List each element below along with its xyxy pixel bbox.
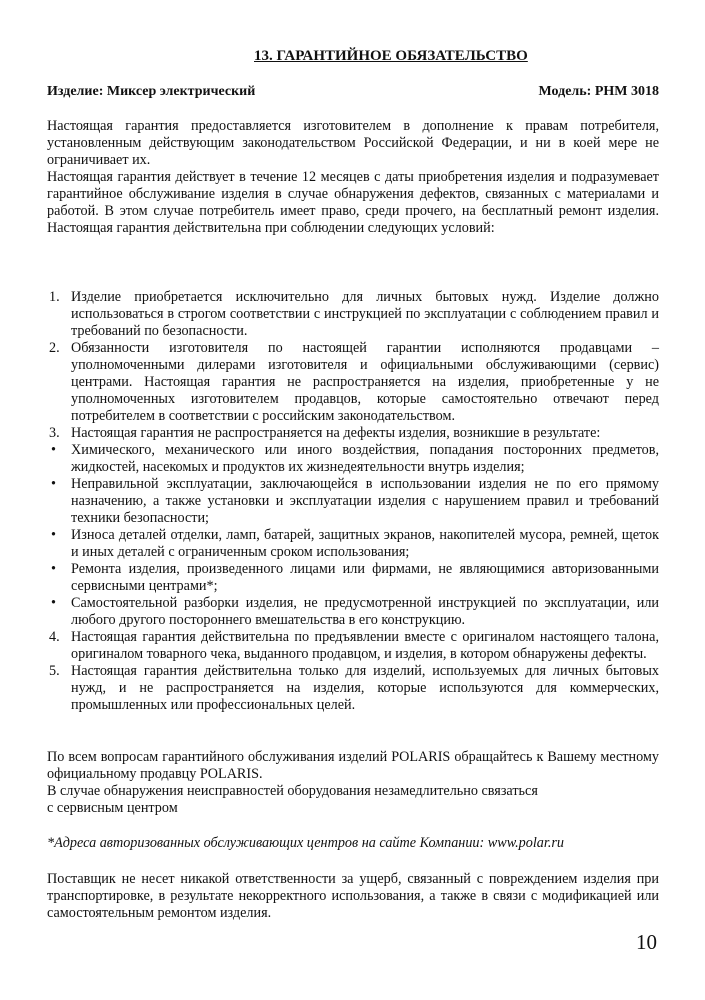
list-item: • Ремонта изделия, произведенного лицами или фирмами, не являющимися авторизованными сервисными центрами*;: [51, 561, 659, 594]
list-item: 1. Изделие приобретается исключительно для личных бытовых нужд. Изделие должно использоваться в строгом соответствии с инструкцией по эксплуатации с соблюдением правил и требований по безопасности.: [49, 289, 659, 339]
list-item: • Износа деталей отделки, ламп, батарей, защитных экранов, накопителей мусора, ремней, щеток и иных деталей с ограниченным сроком использования;: [51, 527, 659, 560]
page-number: 10: [636, 930, 657, 954]
list-item: 3. Настоящая гарантия не распространяется на дефекты изделия, возникшие в результате:: [49, 425, 601, 441]
list-item: 5. Настоящая гарантия действительна только для изделий, используемых для личных бытовых нужд, и не распространяется на изделия, которые используются для коммерческих, промышленных или профессиональных целей.: [49, 663, 659, 713]
list-item: 2. Обязанности изготовителя по настоящей гарантии исполняются продавцами – уполномоченными дилерами изготовителя и официальными обслуживающими (сервис) центрами. Настоящая гарантия не распространяется на изделия, приобретенные у не уполномоченных изготовителем продавцов, которые самостоятельно отвечают перед потребителем в соответствии с российским законодательством.: [49, 340, 659, 424]
product-line: [47, 84, 659, 100]
conditions-list: [47, 289, 659, 714]
intro-paragraph-2: Настоящая гарантия действует в течение 12 месяцев с даты приобретения изделия и подразумевает гарантийное обслуживание изделия в случае обнаружения дефектов, связанных с материалами и работой. В этом случае потребитель имеет право, среди прочего, на бесплатный ремонт изделия. Настоящая гарантия действительна при соблюдении следующих условий:: [47, 169, 659, 236]
product-name: Изделие: Миксер электрический: [47, 84, 256, 99]
intro-text: [47, 118, 659, 237]
product-model: Модель: PHM 3018: [538, 84, 659, 99]
list-item: 4. Настоящая гарантия действительна по предъявлении вместе с оригиналом настоящего талона, оригиналом товарного чека, выданного продавцом, и изделия, в котором обнаружены дефекты.: [49, 629, 659, 662]
contact-text: [47, 749, 659, 817]
list-item: • Химического, механического или иного воздействия, попадания посторонних предметов, жидкостей, насекомых и продуктов их жизнедеятельности внутрь изделия;: [51, 442, 659, 475]
list-item: • Неправильной эксплуатации, заключающейся в использовании изделия не по его прямому назначению, а также установки и эксплуатации изделия с нарушением правил и требований техники безопасности;: [51, 476, 659, 526]
contact-paragraph-1: По всем вопросам гарантийного обслуживания изделий POLARIS обращайтесь к Вашему местному официальному продавцу POLARIS.: [47, 749, 659, 782]
contact-paragraph-3: с сервисным центром: [47, 800, 178, 816]
list-item: • Самостоятельной разборки изделия, не предусмотренной инструкцией по эксплуатации, или любого другого постороннего вмешательства в его конструкцию.: [51, 595, 659, 628]
disclaimer-paragraph: Поставщик не несет никакой ответственности за ущерб, связанный с повреждением изделия при транспортировке, в результате некорректного использования, а также в связи с модификацией или самостоятельным ремонтом изделия.: [47, 871, 659, 921]
footnote: *Адреса авторизованных обслуживающих центров на сайте Компании: www.polar.ru: [47, 835, 565, 851]
intro-paragraph-1: Настоящая гарантия предоставляется изготовителем в дополнение к правам потребителя, установленным действующим законодательством Российской Федерации, и ни в коей мере не ограничивает их.: [47, 118, 659, 168]
page-title: 13. ГАРАНТИЙНОЕ ОБЯЗАТЕЛЬСТВО: [254, 48, 528, 64]
contact-paragraph-2: В случае обнаружения неисправностей оборудования незамедлительно связаться: [47, 783, 538, 799]
